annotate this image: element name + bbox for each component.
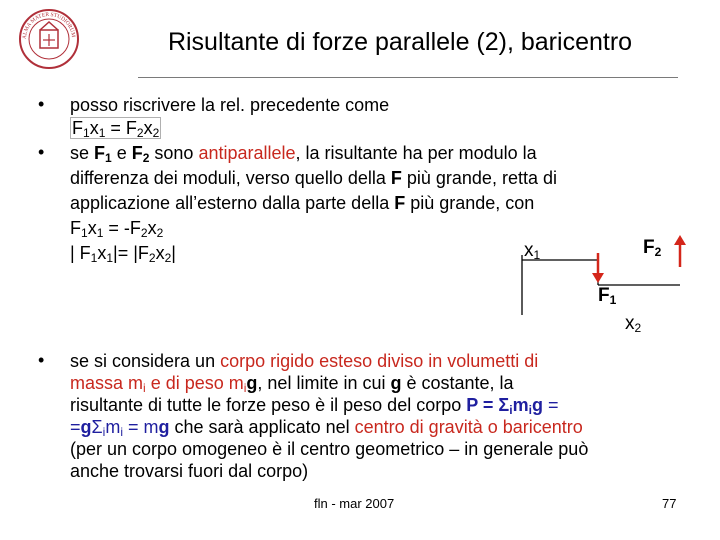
bullet-3-line-2: massa $m_i$ e di peso $m_ig$, nel limite in cui g è costante, la — [70, 373, 514, 395]
bullet-2-line-3: applicazione all’esterno dalla parte della F più grande, con — [70, 193, 535, 213]
f1-arrowhead — [592, 273, 604, 283]
bullet-2-line-2: differenza dei moduli, verso quello della F più grande, retta di — [70, 168, 557, 188]
bullet-3-line-5: (per un corpo omogeneo è il centro geometrico – in generale può — [70, 439, 589, 459]
bullet-icon: • — [38, 94, 45, 114]
slide-title: Risultante di forze parallele (2), baricentro — [167, 28, 633, 56]
f2-arrowhead — [674, 235, 686, 245]
title-divider — [138, 77, 678, 78]
bullet-3-line-4: $=g\Sigma_im_i$ = mg che sarà applicato nel centro di gravità o baricentro — [70, 417, 583, 439]
equation-f1x1-neg-f2x2: $F_1x_1 = -F_2x_2$ — [70, 218, 164, 240]
bullet-1-text: posso riscrivere la rel. precedente come — [70, 95, 390, 115]
bullet-3-line-1: se si considera un corpo rigido esteso diviso in volumetti di — [70, 351, 539, 371]
label-f1: $F_1$ — [598, 285, 617, 307]
page-number: 77 — [662, 496, 677, 511]
bullet-3-line-6: anche trovarsi fuori dal corpo) — [70, 461, 309, 481]
bullet-icon: • — [38, 142, 45, 162]
equation-abs-moduli: | $F_1x_1|= |F_2x_2|$ — [70, 243, 176, 265]
bullet-3-line-3: risultante di tutte le forze peso è il peso del corpo $P = \Sigma_im_ig$ = — [70, 395, 559, 417]
bullet-2-line-1: se $F_1$ e $F_2$ sono antiparallele, la risultante ha per modulo la — [70, 143, 537, 165]
footer-author: fln - mar 2007 — [314, 496, 395, 511]
label-f2: $F_2$ — [643, 237, 662, 259]
label-x2: $x_2$ — [625, 313, 642, 335]
svg-text:ALMA MATER STUDIORUM · A.D. 10: ALMA MATER STUDIORUM — [21, 11, 77, 40]
bullet-icon: • — [38, 350, 45, 370]
equation-f1x1-f2x2: $F_1x_1 = F_2x_2$ — [72, 118, 160, 140]
label-x1: $x_1$ — [524, 240, 541, 262]
